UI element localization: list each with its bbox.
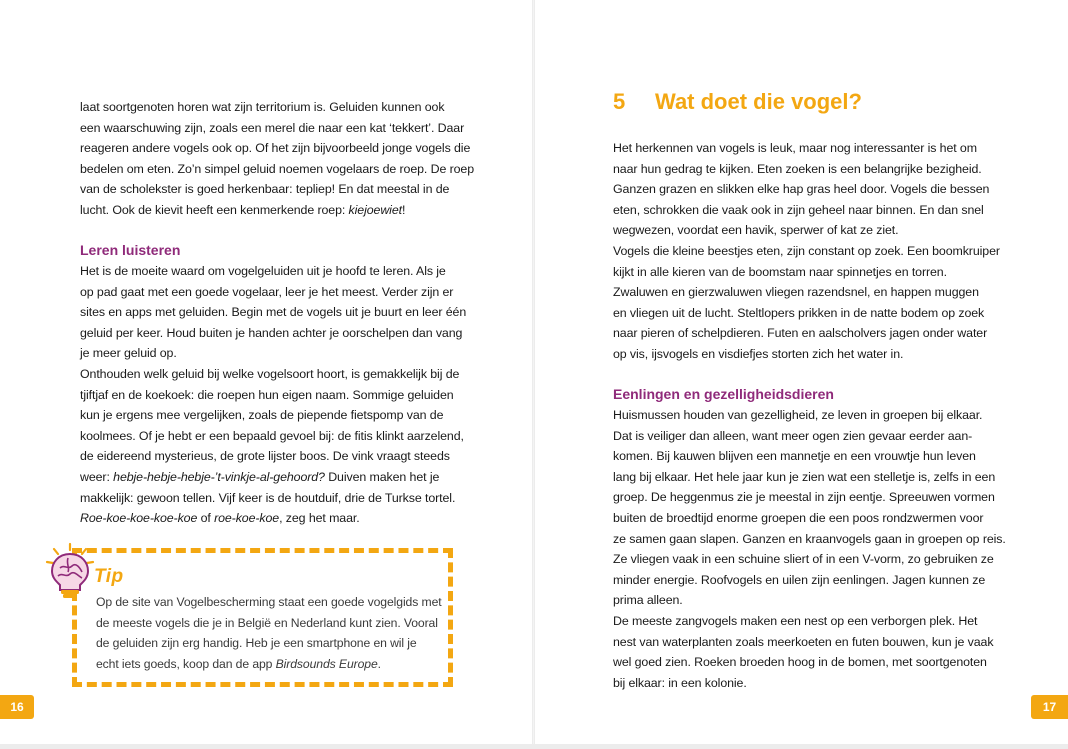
text-line: makkelijk: gewoon tellen. Vijf keer is de houtduif, drie de Turkse tortel. <box>80 490 456 505</box>
text-line: ze samen gaan slapen. Ganzen en kraanvogels gaan in groepen op reis. <box>613 531 1006 546</box>
text-segment: of <box>197 511 215 526</box>
text-line: sites en apps met geluiden. Begin met de vogels uit je buurt en leer één <box>80 305 467 320</box>
text-line: Vogels die kleine beestjes eten, zijn constant op zoek. Een boomkruiper <box>613 243 1000 258</box>
text-segment: lucht. Ook de kievit heeft een kenmerkende roep: <box>80 202 349 217</box>
italic-text: kiejoewiet <box>348 202 402 217</box>
text-line: kun je ergens mee vergelijken, zoals de piepende fietspomp van de <box>80 408 444 423</box>
chapter-number: 5 <box>613 89 626 114</box>
text-line: de geluiden zijn erg handig. Heb je een smartphone en wil je <box>96 636 417 651</box>
page-number-right: 17 <box>1031 695 1068 719</box>
text-line: van de scholekster is goed herkenbaar: tepliep! En dat meestal in de <box>80 182 450 197</box>
text-line: wegwezen, voordat een havik, sperwer of kat ze ziet. <box>613 223 899 238</box>
text-line: koolmees. Of je hebt er een bepaald gevoel bij: de fitis klinkt aarzelend, <box>80 428 464 443</box>
text-line: Huismussen houden van gezelligheid, ze leven in groepen bij elkaar. <box>613 408 983 422</box>
lightbulb-brain-icon <box>44 542 96 600</box>
intro-paragraph <box>80 97 474 221</box>
text-line: geluid per keer. Houd buiten je handen achter je oorschelpen dan vang <box>80 325 463 340</box>
text-line <box>96 654 442 675</box>
intro-paragraph <box>613 138 1000 365</box>
text-line: Onthouden welk geluid bij welke vogelsoort hoort, is gemakkelijk bij de <box>80 366 460 381</box>
text-segment: , zeg het maar. <box>279 511 360 526</box>
tip-paragraph <box>96 592 442 674</box>
text-line: Ze vliegen vaak in een schuine sliert of in een V-vorm, zo gebruiken ze <box>613 552 994 567</box>
text-line: Dat is veiliger dan alleen, want meer ogen zien gevaar eerder aan- <box>613 428 973 443</box>
right-intro <box>613 138 1000 365</box>
tip-text <box>96 592 442 674</box>
text-line: nest van waterplanten zoals meerkoeten en futen bouwen, kun je vaak <box>613 634 994 649</box>
section-paragraph <box>80 261 466 529</box>
text-line: komen. Bij kauwen blijven een mannetje en een vrouwtje hun leven <box>613 449 976 464</box>
text-line: De meeste zangvogels maken een nest op een verborgen plek. Het <box>613 613 978 628</box>
text-segment: ! <box>401 202 406 217</box>
text-segment: Duiven maken het je <box>324 469 440 484</box>
text-line <box>80 200 474 221</box>
left-section <box>80 240 466 529</box>
section-heading-eenlingen: Eenlingen en gezelligheidsdieren <box>613 386 834 402</box>
text-segment: echt iets goeds, koop dan de app <box>96 656 276 671</box>
text-line: naar hun gedrag te kijken. Eten zoeken is een belangrijke bezigheid. <box>613 161 982 176</box>
text-line: reageren andere vogels ook op. Of het zijn bijvoorbeeld jonge vogels die <box>80 141 471 156</box>
text-line <box>80 508 466 529</box>
section-heading-leren-luisteren: Leren luisteren <box>80 242 181 258</box>
text-line <box>80 467 466 488</box>
text-line: op pad gaat met een goede vogelaar, leer je het meest. Verder zijn er <box>80 284 454 299</box>
text-line: de eidereend mysterieus, de grote lijster boos. De vink vraagt steeds <box>80 449 450 464</box>
chapter-title <box>613 88 862 116</box>
text-line: en vliegen uit de lucht. Steltlopers prikken in de natte bodem op zoek <box>613 305 985 320</box>
text-line: bedelen om eten. Zo’n simpel geluid noemen vogelaars de roep. De roep <box>80 161 474 176</box>
text-line: kijkt in alle kieren van de boomstam naar spinnetjes en torren. <box>613 264 947 279</box>
text-line: groep. De heggenmus zie je meestal in zijn eentje. Spreeuwen vormen <box>613 490 995 505</box>
text-line: Het herkennen van vogels is leuk, maar nog interessanter is het om <box>613 141 977 155</box>
text-line: laat soortgenoten horen wat zijn territorium is. Geluiden kunnen ook <box>80 100 445 114</box>
page-number-left: 16 <box>0 695 34 719</box>
text-line: op vis, ijsvogels en visdiefjes storten zich het water in. <box>613 346 904 361</box>
text-line: lang bij elkaar. Het hele jaar kun je zien wat een stelletje is, zelfs in een <box>613 469 996 484</box>
tip-label: Tip <box>94 566 124 587</box>
section-paragraph <box>613 405 1006 693</box>
text-line: tjiftjaf en de koekoek: die roepen hun eigen naam. Sommige geluiden <box>80 387 454 402</box>
text-line: de meeste vogels die je in België en Nederland kunt zien. Vooral <box>96 615 438 630</box>
text-line: buiten de broedtijd enorme groepen die een poos rondzwermen voor <box>613 510 984 525</box>
text-line: naar pieren of schelpdieren. Futen en aalscholvers jagen onder water <box>613 326 988 341</box>
italic-text: Roe-koe-koe-koe-koe <box>80 511 198 526</box>
text-segment: weer: <box>80 469 114 484</box>
left-page <box>0 0 532 749</box>
text-line: Ganzen grazen en slikken elke hap gras heel door. Vogels die bessen <box>613 182 990 197</box>
text-line: minder energie. Roofvogels en uilen zijn eenlingen. Jagen kunnen ze <box>613 572 986 587</box>
italic-text: Birdsounds Europe <box>275 656 378 671</box>
text-line: Op de site van Vogelbescherming staat een goede vogelgids met <box>96 595 442 609</box>
text-line: Zwaluwen en gierzwaluwen vliegen razendsnel, en happen muggen <box>613 285 979 300</box>
right-section <box>613 384 1006 693</box>
text-segment: . <box>377 656 381 671</box>
text-line: Het is de moeite waard om vogelgeluiden uit je hoofd te leren. Als je <box>80 264 446 278</box>
text-line: wel goed zien. Roeken broeden hoog in de bomen, met soortgenoten <box>613 655 987 670</box>
text-line: prima alleen. <box>613 593 683 608</box>
text-line: een waarschuwing zijn, zoals een merel die naar een kat ‘tekkert’. Daar <box>80 120 465 135</box>
right-page <box>535 0 1068 749</box>
text-line: bij elkaar: in een kolonie. <box>613 675 747 690</box>
text-line: je meer geluid op. <box>80 346 177 361</box>
italic-text: roe-koe-koe <box>214 511 280 526</box>
text-line: eten, schrokken die vaak ook in zijn geheel naar binnen. En dan snel <box>613 202 984 217</box>
italic-text: hebje-hebje-hebje-’t-vinkje-al-gehoord? <box>113 469 325 484</box>
chapter-title-text: Wat doet die vogel? <box>655 89 862 114</box>
left-intro <box>80 97 474 221</box>
